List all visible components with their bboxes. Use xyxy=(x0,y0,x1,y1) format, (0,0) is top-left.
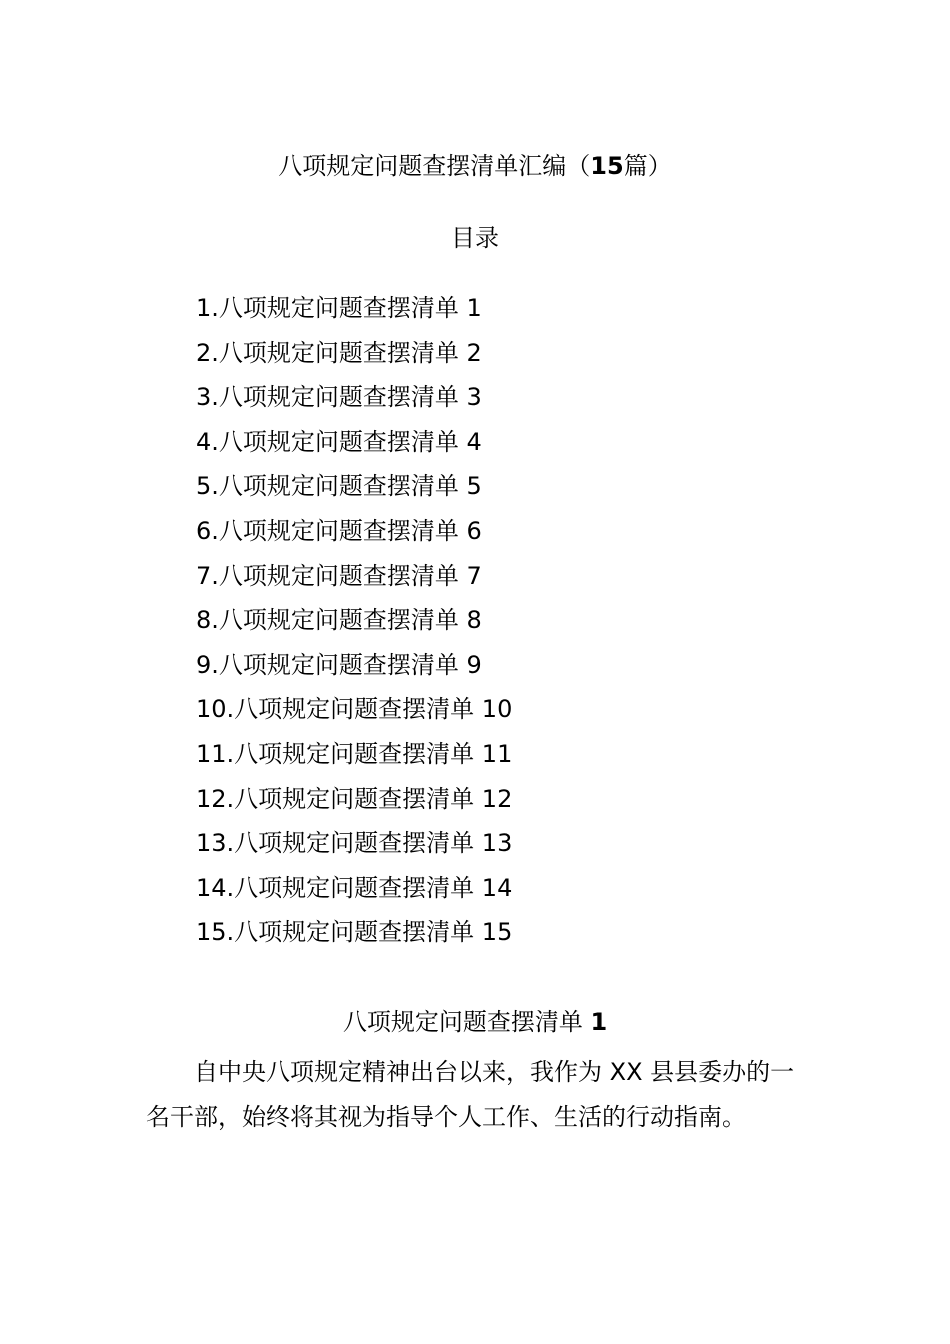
section-title xyxy=(0,1004,950,1040)
toc-item[interactable]: 8.八项规定问题查摆清单 8 xyxy=(196,606,482,635)
body-paragraph: 自中央八项规定精神出台以来，我作为 XX 县县委办的一名干部，始终将其视为指导个人工作、生活的行动指南。 xyxy=(146,1058,795,1131)
toc-heading: 目录 xyxy=(451,224,499,252)
toc-item[interactable]: 10.八项规定问题查摆清单 10 xyxy=(196,695,513,724)
document-title-count: 15 xyxy=(590,152,624,180)
toc-item[interactable]: 14.八项规定问题查摆清单 14 xyxy=(196,873,513,902)
toc-item[interactable]: 7.八项规定问题查摆清单 7 xyxy=(196,561,482,590)
toc-item[interactable]: 9.八项规定问题查摆清单 9 xyxy=(196,650,482,679)
toc-item[interactable]: 4.八项规定问题查摆清单 4 xyxy=(196,427,482,456)
toc-item[interactable]: 6.八项规定问题查摆清单 6 xyxy=(196,516,482,545)
toc-item[interactable]: 13.八项规定问题查摆清单 13 xyxy=(196,829,513,858)
document-title-suffix: 篇） xyxy=(623,152,672,180)
section-title-number: 1 xyxy=(590,1008,608,1036)
document-title xyxy=(0,148,950,184)
table-of-contents xyxy=(196,290,512,959)
toc-item[interactable]: 1.八项规定问题查摆清单 1 xyxy=(196,294,482,322)
toc-item[interactable]: 3.八项规定问题查摆清单 3 xyxy=(196,383,482,412)
toc-item[interactable]: 11.八项规定问题查摆清单 11 xyxy=(196,739,513,768)
toc-item[interactable]: 12.八项规定问题查摆清单 12 xyxy=(196,784,513,813)
toc-item[interactable]: 2.八项规定问题查摆清单 2 xyxy=(196,338,482,367)
toc-item[interactable]: 5.八项规定问题查摆清单 5 xyxy=(196,472,482,501)
toc-item[interactable]: 15.八项规定问题查摆清单 15 xyxy=(196,918,513,947)
document-title-text: 八项规定问题查摆清单汇编（ xyxy=(278,152,591,180)
section-title-text: 八项规定问题查摆清单 xyxy=(342,1008,583,1036)
